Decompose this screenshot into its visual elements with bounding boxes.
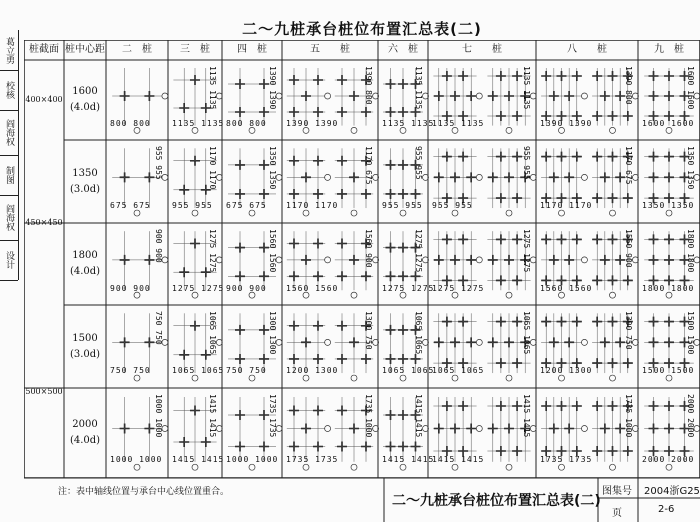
pile-spacing-cell bbox=[64, 84, 106, 116]
dimension-label: 900 900 bbox=[110, 283, 151, 293]
axis-line bbox=[287, 148, 325, 208]
dimension-label: 750 750 bbox=[226, 366, 267, 376]
axis-bubble bbox=[192, 464, 198, 470]
axis-bubble bbox=[249, 292, 255, 298]
axis-bubble bbox=[506, 464, 512, 470]
axis-line bbox=[433, 313, 476, 373]
dimension-label: 1800 1800 bbox=[642, 283, 695, 293]
dimension-label: 1065 1065 bbox=[172, 366, 225, 376]
vertical-dimension-label: 1300 1300 bbox=[268, 311, 277, 355]
vertical-dimension-label: 1275 1275 bbox=[208, 229, 217, 273]
column-header: 七 桩 bbox=[462, 44, 502, 55]
column-header: 四 桩 bbox=[237, 44, 267, 55]
atlas-value: 2004浙G25 bbox=[644, 486, 700, 497]
axis-line bbox=[287, 313, 325, 373]
dimension-label: 955 955 bbox=[432, 201, 473, 211]
axis-bubble bbox=[506, 127, 512, 133]
dimension-label: 1275 1275 bbox=[172, 283, 225, 293]
footer-title: 二～九桩承台桩位布置汇总表(二) bbox=[392, 493, 601, 509]
axis-bubble bbox=[192, 127, 198, 133]
axis-bubble bbox=[610, 375, 616, 381]
vertical-dimension-label: 1600 1600 bbox=[686, 66, 695, 110]
axis-bubble bbox=[162, 93, 168, 99]
vertical-dimension-label: 1275 1275 bbox=[414, 229, 423, 273]
axis-bubble bbox=[581, 257, 587, 263]
dimension-label: 1275 1275 bbox=[382, 283, 435, 293]
axis-bubble bbox=[610, 127, 616, 133]
pile-spacing-value: 1800 bbox=[72, 250, 98, 261]
axis-bubble bbox=[506, 210, 512, 216]
page-label: 页 bbox=[612, 508, 622, 519]
pile-spacing-multiple: (3.0d) bbox=[69, 348, 101, 360]
side-cell-0: 葛立勇 bbox=[0, 30, 18, 71]
axis-bubble bbox=[559, 127, 565, 133]
axis-bubble bbox=[400, 464, 406, 470]
column-header: 二 桩 bbox=[122, 44, 152, 55]
dimension-label: 1415 1415 bbox=[172, 454, 225, 464]
dimension-label: 800 800 bbox=[110, 119, 151, 129]
signature-column bbox=[0, 30, 19, 280]
side-cell-4: 阎海权 bbox=[0, 195, 18, 241]
vertical-dimension-label: 900 900 bbox=[154, 229, 163, 263]
dimension-label: 1200 1300 bbox=[286, 366, 339, 376]
vertical-dimension-label: 1735 1000 bbox=[364, 394, 373, 438]
axis-bubble bbox=[581, 174, 587, 180]
vertical-dimension-label: 1560 900 bbox=[624, 229, 633, 268]
axis-bubble bbox=[610, 210, 616, 216]
dimension-label: 1735 1735 bbox=[540, 454, 593, 464]
dimension-label: 1200 1300 bbox=[540, 366, 593, 376]
axis-bubble bbox=[249, 464, 255, 470]
vertical-dimension-label: 750 750 bbox=[154, 311, 163, 345]
axis-bubble bbox=[134, 292, 140, 298]
pile-spacing-multiple: (4.0d) bbox=[69, 435, 101, 446]
column-header: 五 桩 bbox=[310, 44, 350, 55]
axis-bubble bbox=[452, 464, 458, 470]
axis-bubble bbox=[400, 292, 406, 298]
dimension-label: 2000 2000 bbox=[642, 454, 695, 464]
axis-bubble bbox=[530, 174, 536, 180]
axis-bubble bbox=[351, 375, 357, 381]
dimension-label: 1000 1000 bbox=[226, 454, 279, 464]
vertical-dimension-label: 1350 1350 bbox=[268, 146, 277, 190]
vertical-dimension-label: 1390 800 bbox=[624, 66, 633, 105]
dimension-label: 1735 1735 bbox=[286, 454, 339, 464]
axis-bubble bbox=[530, 339, 536, 345]
vertical-dimension-label: 1065 1065 bbox=[522, 311, 531, 355]
dimension-label: 1135 1135 bbox=[382, 119, 435, 129]
axis-bubble bbox=[559, 375, 565, 381]
dimension-label: 675 675 bbox=[110, 201, 151, 211]
vertical-dimension-label: 1800 1800 bbox=[686, 229, 695, 273]
axis-line bbox=[287, 397, 325, 462]
axis-bubble bbox=[216, 257, 222, 263]
axis-bubble bbox=[610, 464, 616, 470]
axis-bubble bbox=[303, 464, 309, 470]
axis-bubble bbox=[559, 292, 565, 298]
vertical-dimension-label: 1390 800 bbox=[364, 66, 373, 105]
vertical-dimension-label: 1415 1415 bbox=[522, 394, 531, 438]
vertical-dimension-label: 1350 1350 bbox=[686, 146, 695, 190]
vertical-dimension-label: 1415 1415 bbox=[208, 394, 217, 438]
axis-bubble bbox=[400, 210, 406, 216]
axis-bubble bbox=[325, 93, 331, 99]
axis-bubble bbox=[452, 292, 458, 298]
axis-bubble bbox=[192, 210, 198, 216]
axis-bubble bbox=[666, 210, 672, 216]
column-header: 九 桩 bbox=[654, 44, 684, 55]
axis-bubble bbox=[506, 292, 512, 298]
pile-spacing-cell bbox=[64, 331, 106, 363]
table-lines bbox=[24, 40, 700, 478]
column-header: 桩截面 bbox=[29, 44, 59, 55]
axis-bubble bbox=[325, 426, 331, 432]
axis-bubble bbox=[249, 375, 255, 381]
dimension-label: 1065 1065 bbox=[382, 366, 435, 376]
dimension-label: 955 955 bbox=[382, 201, 423, 211]
vertical-dimension-label: 1560 1560 bbox=[268, 229, 277, 273]
axis-line bbox=[110, 68, 162, 129]
axis-bubble bbox=[476, 339, 482, 345]
vertical-dimension-label: 1135 1135 bbox=[414, 66, 423, 110]
axis-bubble bbox=[351, 210, 357, 216]
dimension-label: 1390 1390 bbox=[286, 119, 339, 129]
axis-bubble bbox=[452, 210, 458, 216]
pile-spacing-multiple: (4.0d) bbox=[69, 102, 101, 113]
dimension-label: 750 750 bbox=[110, 366, 151, 376]
dimension-label: 1275 1275 bbox=[432, 283, 485, 293]
axis-line bbox=[433, 231, 476, 290]
dimension-label: 1170 1170 bbox=[540, 201, 593, 211]
axis-bubble bbox=[303, 375, 309, 381]
axis-bubble bbox=[216, 339, 222, 345]
axis-bubble bbox=[666, 464, 672, 470]
vertical-dimension-label: 1300 750 bbox=[364, 311, 373, 350]
axis-bubble bbox=[452, 375, 458, 381]
axis-bubble bbox=[559, 210, 565, 216]
dimension-label: 1415 1415 bbox=[382, 454, 435, 464]
column-header: 六 桩 bbox=[388, 44, 418, 55]
axis-bubble bbox=[134, 375, 140, 381]
vertical-dimension-label: 1000 1000 bbox=[154, 394, 163, 438]
axis-line bbox=[433, 68, 476, 126]
axis-line bbox=[432, 148, 476, 211]
axis-bubble bbox=[400, 127, 406, 133]
dimension-label: 1170 1170 bbox=[286, 201, 339, 211]
pile-spacing-value: 1600 bbox=[72, 86, 98, 97]
dimension-label: 1600 1600 bbox=[642, 119, 695, 129]
dimension-label: 900 900 bbox=[226, 283, 267, 293]
column-header: 桩中心距 bbox=[65, 44, 105, 55]
footer-note: 注：表中轴线位置与承台中心线位置重合。 bbox=[58, 487, 230, 497]
vertical-dimension-label: 1500 1500 bbox=[686, 311, 695, 355]
axis-bubble bbox=[325, 174, 331, 180]
side-cell-1: 校核 bbox=[0, 70, 18, 111]
side-cell-5: 设计 bbox=[0, 240, 18, 281]
pile-spacing-cell bbox=[64, 166, 106, 198]
vertical-dimension-label: 1735 1000 bbox=[624, 394, 633, 438]
dimension-label: 1560 1560 bbox=[540, 283, 593, 293]
dimension-label: 1135 1135 bbox=[432, 119, 485, 129]
pile-section-label: 400×400 bbox=[25, 95, 63, 104]
side-cell-2: 阎海权 bbox=[0, 110, 18, 156]
column-header: 三 桩 bbox=[180, 44, 210, 55]
axis-bubble bbox=[303, 292, 309, 298]
axis-bubble bbox=[134, 210, 140, 216]
axis-bubble bbox=[325, 339, 331, 345]
axis-bubble bbox=[666, 127, 672, 133]
axis-bubble bbox=[476, 93, 482, 99]
dimension-label: 1135 1135 bbox=[172, 119, 225, 129]
pile-spacing-value: 2000 bbox=[72, 419, 98, 430]
vertical-dimension-label: 955 955 bbox=[522, 146, 531, 180]
axis-bubble bbox=[506, 375, 512, 381]
vertical-dimension-label: 2000 2000 bbox=[686, 394, 695, 438]
axis-bubble bbox=[452, 127, 458, 133]
vertical-dimension-label: 955 955 bbox=[154, 146, 163, 180]
axis-bubble bbox=[351, 292, 357, 298]
dimension-label: 1350 1350 bbox=[642, 201, 695, 211]
vertical-dimension-label: 1390 1390 bbox=[268, 66, 277, 110]
pile-spacing-cell bbox=[64, 248, 106, 280]
dimension-label: 1065 1065 bbox=[432, 366, 485, 376]
axis-bubble bbox=[581, 426, 587, 432]
pile-section-label: 500×500 bbox=[25, 386, 63, 396]
axis-bubble bbox=[216, 426, 222, 432]
axis-bubble bbox=[216, 93, 222, 99]
axis-bubble bbox=[581, 339, 587, 345]
axis-bubble bbox=[530, 93, 536, 99]
pile-section-label: 450×450 bbox=[25, 217, 63, 227]
axis-bubble bbox=[351, 464, 357, 470]
axis-bubble bbox=[249, 210, 255, 216]
axis-bubble bbox=[530, 257, 536, 263]
axis-bubble bbox=[559, 464, 565, 470]
axis-bubble bbox=[303, 210, 309, 216]
axis-line bbox=[287, 68, 325, 126]
axis-bubble bbox=[666, 292, 672, 298]
dimension-label: 800 800 bbox=[226, 119, 267, 129]
vertical-dimension-label: 1065 1065 bbox=[208, 311, 217, 355]
axis-bubble bbox=[192, 292, 198, 298]
atlas-label: 图集号 bbox=[602, 486, 632, 497]
axis-bubble bbox=[134, 127, 140, 133]
dimension-label: 1415 1415 bbox=[432, 454, 485, 464]
axis-bubble bbox=[216, 174, 222, 180]
axis-bubble bbox=[351, 127, 357, 133]
pile-spacing-multiple: (4.0d) bbox=[69, 266, 101, 277]
vertical-dimension-label: 1135 1135 bbox=[522, 66, 531, 110]
pile-spacing-value: 1500 bbox=[72, 332, 98, 344]
side-cell-3: 制图 bbox=[0, 155, 18, 196]
page-value: 2-6 bbox=[658, 504, 675, 515]
vertical-dimension-label: 955 955 bbox=[414, 146, 423, 180]
vertical-dimension-label: 1170 1170 bbox=[208, 146, 217, 190]
vertical-dimension-label: 1560 900 bbox=[364, 229, 373, 268]
column-header: 八 桩 bbox=[567, 44, 607, 55]
axis-line bbox=[433, 397, 476, 462]
axis-bubble bbox=[303, 127, 309, 133]
axis-bubble bbox=[610, 292, 616, 298]
axis-bubble bbox=[581, 93, 587, 99]
footer bbox=[24, 478, 700, 522]
vertical-dimension-label: 1735 1735 bbox=[268, 394, 277, 438]
axis-bubble bbox=[476, 426, 482, 432]
dimension-label: 1000 1000 bbox=[110, 454, 163, 464]
axis-bubble bbox=[192, 375, 198, 381]
vertical-dimension-label: 1275 1275 bbox=[522, 229, 531, 273]
axis-bubble bbox=[325, 257, 331, 263]
dimension-label: 675 675 bbox=[226, 201, 267, 211]
page-title: 二～九桩承台桩位布置汇总表(二) bbox=[242, 20, 482, 38]
dimension-label: 1560 1560 bbox=[286, 283, 339, 293]
vertical-dimension-label: 1300 750 bbox=[624, 311, 633, 350]
axis-bubble bbox=[476, 174, 482, 180]
axis-bubble bbox=[476, 257, 482, 263]
axis-bubble bbox=[134, 464, 140, 470]
vertical-dimension-label: 1170 675 bbox=[624, 146, 633, 185]
axis-bubble bbox=[400, 375, 406, 381]
pile-spacing-cell bbox=[64, 417, 106, 449]
vertical-dimension-label: 1065 1065 bbox=[414, 311, 423, 355]
dimension-label: 1390 1390 bbox=[540, 119, 593, 129]
vertical-dimension-label: 1135 1135 bbox=[208, 66, 217, 110]
vertical-dimension-label: 1415 1415 bbox=[414, 394, 423, 438]
axis-bubble bbox=[666, 375, 672, 381]
axis-line bbox=[287, 231, 325, 290]
axis-bubble bbox=[249, 127, 255, 133]
pile-spacing-value: 1350 bbox=[72, 167, 98, 179]
dimension-label: 955 955 bbox=[172, 201, 213, 211]
pile-spacing-multiple: (3.0d) bbox=[69, 183, 101, 195]
vertical-dimension-label: 1170 675 bbox=[364, 146, 373, 185]
axis-bubble bbox=[530, 426, 536, 432]
dimension-label: 1500 1500 bbox=[642, 366, 695, 376]
